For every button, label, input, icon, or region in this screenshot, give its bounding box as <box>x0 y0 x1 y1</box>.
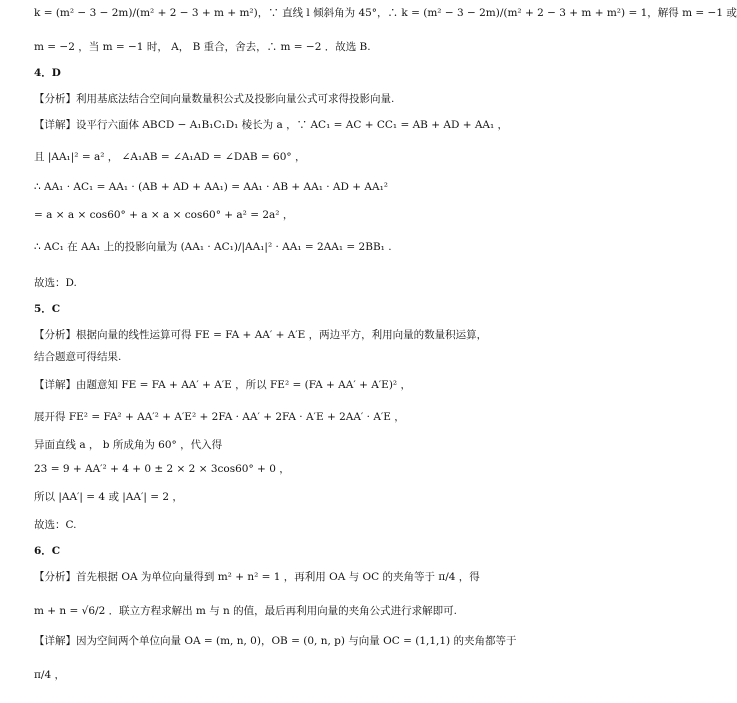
conclusion-4: 故选：D. <box>34 277 77 289</box>
detail-6-line-1: 【详解】因为空间两个单位向量 OA = (m, n, 0)，OB = (0, n, p) 与向量 OC = (1,1,1) 的夹角都等于 <box>34 635 517 647</box>
detail-5-line-1: 【详解】由题意知 FE = FA + AA′ + A′E ，所以 FE² = (FA + AA′ + A′E)² ， <box>34 379 411 391</box>
analysis-6-line-1: 【分析】首先根据 OA 为单位向量得到 m² + n² = 1 ，再利用 OA 与 OC 的夹角等于 π/4 ，得 <box>34 571 480 583</box>
question-number-6: 6．C <box>34 545 61 557</box>
detail-5-line-2: 展开得 FE² = FA² + AA′² + A′E² + 2FA · AA′ + 2FA · A′E + 2AA′ · A′E ， <box>34 411 405 423</box>
analysis-6-line-2: m + n = √6/2 ．联立方程求解出 m 与 n 的值，最后再利用向量的夹角公式进行求解即可. <box>34 605 457 617</box>
question-number-5: 5．C <box>34 303 61 315</box>
detail-4-line-3: ∴ AA₁ · AC₁ = AA₁ · (AB + AD + AA₁) = AA₁ · AB + AA₁ · AD + AA₁² <box>34 181 388 193</box>
detail-5-line-4: 23 = 9 + AA′² + 4 + 0 ± 2 × 2 × 3cos60° + 0 ， <box>34 463 290 475</box>
analysis-5-line-1: 【分析】根据向量的线性运算可得 FE = FA + AA′ + A′E ，两边平方，利用向量的数量积运算， <box>34 329 488 341</box>
detail-4-line-4: = a × a × cos60° + a × a × cos60° + a² = 2a² ， <box>34 209 294 221</box>
detail-6-line-2: π/4 ， <box>34 669 65 681</box>
detail-4-line-5: ∴ AC₁ 在 AA₁ 上的投影向量为 (AA₁ · AC₁)/|AA₁|² · AA₁ = 2AA₁ = 2BB₁ . <box>34 241 392 253</box>
conclusion-5: 故选：C. <box>34 519 77 531</box>
analysis-5-line-2: 结合题意可得结果. <box>34 351 122 363</box>
detail-5-line-5: 所以 |AA′| = 4 或 |AA′| = 2 ， <box>34 491 183 503</box>
detail-4-line-2: 且 |AA₁|² = a² ， ∠A₁AB = ∠A₁AD = ∠DAB = 60° ， <box>34 151 306 163</box>
question-number-4: 4．D <box>34 67 61 79</box>
detail-4-line-1: 【详解】设平行六面体 ABCD − A₁B₁C₁D₁ 棱长为 a ，∵ AC₁ = AC + CC₁ = AB + AD + AA₁ ， <box>34 119 509 131</box>
solution-line-2: m = −2 ，当 m = −1 时， A， B 重合，舍去，∴ m = −2 ．故选 B. <box>34 41 371 53</box>
detail-5-line-3: 异面直线 a ， b 所成角为 60° ，代入得 <box>34 439 223 451</box>
analysis-4: 【分析】利用基底法结合空间向量数量积公式及投影向量公式可求得投影向量. <box>34 93 395 105</box>
solution-line-1: k = (m² − 3 − 2m)/(m² + 2 − 3 + m + m²)，∵ 直线 l 倾斜角为 45°，∴ k = (m² − 3 − 2m)/(m² + 2 − 3 + m + m²) = 1，解得 m = −1 或 <box>34 7 737 19</box>
